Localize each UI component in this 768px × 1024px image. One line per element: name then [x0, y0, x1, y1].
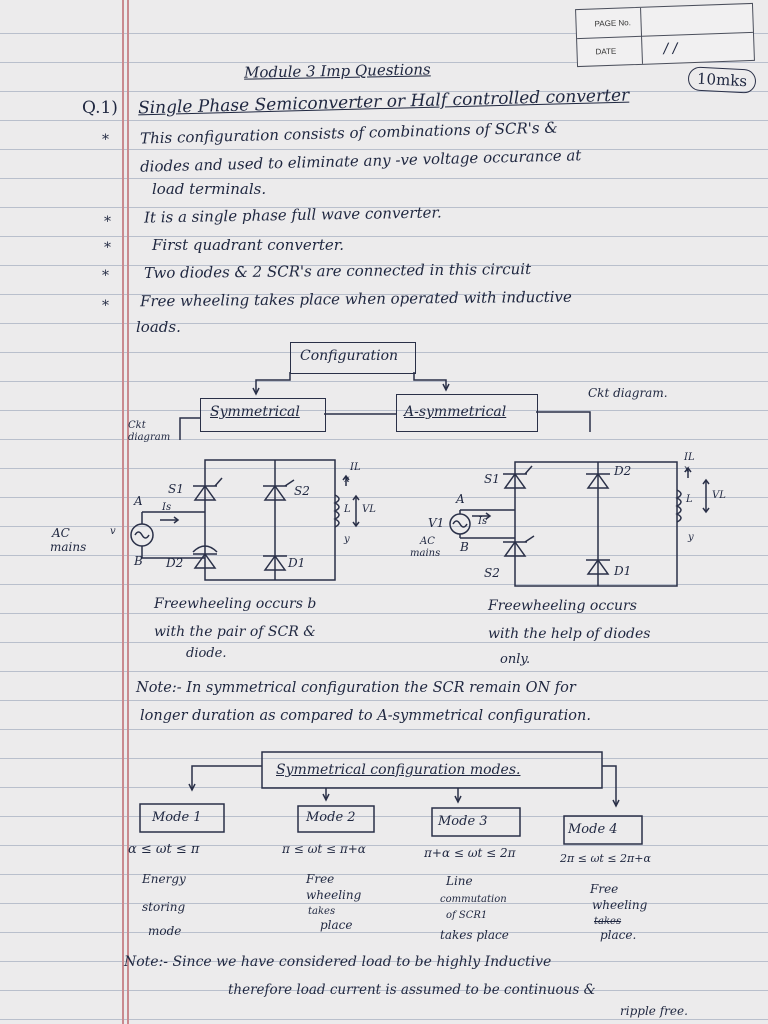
freewheel-left-2: with the pair of SCR &	[154, 624, 316, 640]
mode3-desc-3: of SCR1	[446, 910, 488, 921]
bullet-text-5b: loads.	[136, 318, 181, 336]
mode4-desc-2: wheeling	[592, 898, 648, 912]
config-left-label: Symmetrical	[210, 404, 300, 420]
right-is-label: Is	[478, 516, 488, 527]
left-mains-label: mains	[50, 540, 87, 554]
left-y-label: y	[344, 534, 350, 545]
mode2-desc-1: Free	[306, 872, 335, 886]
note2-line1: Note:- Since we have considered load to be highly Inductive	[124, 954, 552, 970]
mode1-name: Mode 1	[152, 810, 202, 825]
mode1-desc-3: mode	[148, 924, 182, 938]
bullet-star-3: *	[104, 240, 111, 256]
bullet-text-3: First quadrant converter.	[152, 236, 345, 254]
config-right-ckt: Ckt diagram.	[588, 386, 668, 400]
right-x-label: x	[684, 464, 690, 475]
date-value: / /	[663, 40, 678, 58]
right-b-label: B	[460, 540, 469, 554]
freewheel-left-3: diode.	[186, 646, 227, 661]
config-right-label: A-symmetrical	[404, 404, 507, 420]
bullet-star-4: *	[102, 268, 109, 284]
mode4-range: 2π ≤ ωt ≤ 2π+α	[560, 852, 651, 865]
right-l-label: L	[686, 494, 693, 505]
right-il-label: IL	[684, 452, 695, 463]
mode4-desc-4: place.	[600, 928, 637, 942]
left-l-label: L	[344, 504, 351, 515]
date-label: DATE	[595, 46, 617, 57]
right-d1-label: D1	[614, 564, 632, 578]
left-il-label: IL	[350, 462, 361, 473]
mode3-name: Mode 3	[438, 814, 488, 829]
config-left-ckt: Ckt diagram	[128, 420, 171, 443]
mode2-desc-2: wheeling	[306, 888, 362, 902]
bullet-text-1b: diodes and used to eliminate any -ve voltage occurance at	[139, 146, 582, 176]
right-v1-label: V1	[428, 516, 445, 530]
mode4-desc-1: Free	[590, 882, 619, 896]
page-title: Module 3 Imp Questions	[243, 60, 431, 82]
mode4-name: Mode 4	[568, 822, 618, 837]
freewheel-right-2: with the help of diodes	[488, 626, 651, 642]
left-ac-label: AC	[52, 526, 70, 540]
mode1-desc-1: Energy	[142, 872, 186, 886]
bullet-star-1: *	[102, 132, 109, 148]
mode2-desc-3: takes	[308, 906, 336, 917]
bullet-star-2: *	[104, 214, 111, 230]
freewheel-right-1: Freewheeling occurs	[488, 598, 637, 614]
bullet-text-5a: Free wheeling takes place when operated with inductive	[139, 287, 572, 311]
question-heading: Single Phase Semiconverter or Half controlled converter	[137, 85, 630, 119]
left-x-label: x	[344, 474, 350, 485]
left-b-label: B	[134, 554, 143, 568]
mode1-desc-2: storing	[142, 900, 186, 914]
note2-line2: therefore load current is assumed to be continuous &	[228, 982, 596, 998]
bullet-text-4: Two diodes & 2 SCR's are connected in this circuit	[143, 259, 532, 283]
mode2-range: π ≤ ωt ≤ π+α	[282, 842, 366, 856]
bullet-text-1c: load terminals.	[152, 180, 267, 198]
left-is-label: Is	[162, 502, 172, 513]
right-vl-label: VL	[712, 490, 726, 501]
mode3-range: π+α ≤ ωt ≤ 2π	[424, 846, 516, 860]
mode3-desc-1: Line	[446, 874, 473, 888]
freewheel-right-3: only.	[500, 652, 531, 667]
bullet-star-5: *	[102, 298, 109, 314]
right-s1-label: S1	[484, 472, 500, 486]
left-d2-label: D2	[166, 556, 184, 570]
freewheel-left-1: Freewheeling occurs b	[154, 596, 317, 612]
mode1-range: α ≤ ωt ≤ π	[128, 842, 200, 857]
marks-badge: 10mks	[687, 66, 756, 94]
note2-line3: ripple free.	[620, 1004, 688, 1018]
right-s2-label: S2	[484, 566, 500, 580]
question-number: Q.1)	[82, 98, 118, 118]
page-no-label: PAGE No.	[594, 18, 632, 29]
bullet-text-2: It is a single phase full wave converter.	[143, 203, 442, 227]
right-a-label: A	[456, 492, 465, 506]
note1-line2: longer duration as compared to A-symmetrical configuration.	[140, 708, 591, 724]
right-y-label: y	[688, 532, 694, 543]
right-mains-label: mains	[410, 548, 441, 559]
right-ac-label: AC	[420, 536, 435, 547]
bullet-text-1a: This configuration consists of combinations of SCR's &	[139, 118, 558, 148]
right-d2-label: D2	[614, 464, 632, 478]
left-d1-label: D1	[288, 556, 306, 570]
left-vl-label: VL	[362, 504, 376, 515]
left-s1-label: S1	[168, 482, 184, 496]
left-v-label: v	[110, 526, 116, 537]
mode4-desc-3: takes	[594, 916, 622, 927]
left-s2-label: S2	[294, 484, 310, 498]
mode3-desc-2: commutation	[440, 894, 507, 905]
modes-root-label: Symmetrical configuration modes.	[276, 762, 521, 778]
mode2-desc-4: place	[320, 918, 353, 932]
note1-line1: Note:- In symmetrical configuration the SCR remain ON for	[136, 680, 576, 696]
mode2-name: Mode 2	[306, 810, 356, 825]
config-root-label: Configuration	[300, 348, 399, 364]
left-a-label: A	[134, 494, 143, 508]
mode3-desc-4: takes place	[440, 928, 509, 942]
